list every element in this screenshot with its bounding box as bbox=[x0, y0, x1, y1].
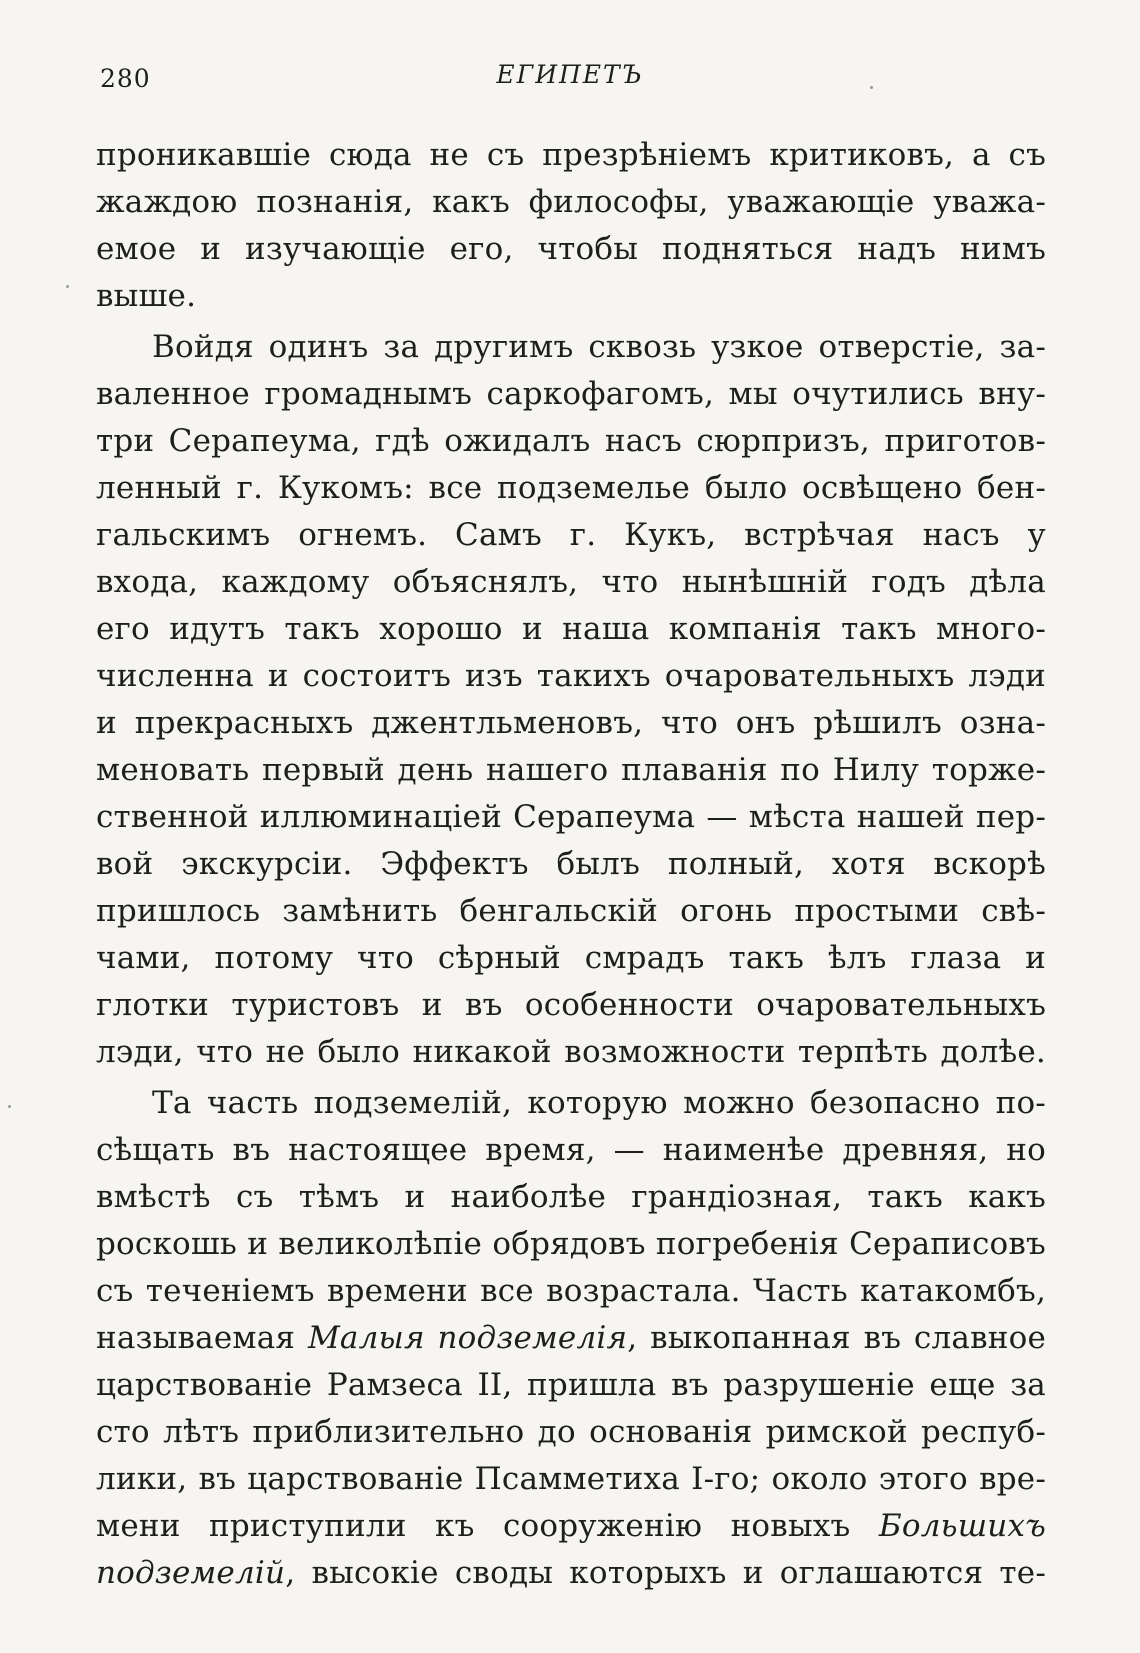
body-text bbox=[96, 132, 1046, 1597]
paragraph-3 bbox=[96, 1080, 1046, 1597]
text-line: царствованіе Рамзеса II, пришла въ разрушеніе еще за bbox=[96, 1367, 1046, 1403]
text-line: чами, потому что сѣрный смрадъ такъ ѣлъ глаза и bbox=[96, 940, 1046, 976]
text-line: гальскимъ огнемъ. Самъ г. Кукъ, встрѣчая насъ у bbox=[96, 517, 1046, 553]
text-line: ленный г. Кукомъ: все подземелье было освѣщено бен- bbox=[96, 470, 1046, 506]
text-line: лики, въ царствованіе Псамметиха I-го; около этого вре- bbox=[96, 1461, 1046, 1497]
text-line: проникавшіе сюда не съ презрѣніемъ критиковъ, а съ bbox=[96, 137, 1046, 173]
text-line: его идутъ такъ хорошо и наша компанія такъ много- bbox=[96, 611, 1046, 647]
text-line: Войдя одинъ за другимъ сквозь узкое отверстіе, за- bbox=[152, 329, 1046, 365]
text-line bbox=[96, 1315, 1046, 1362]
paragraph-2 bbox=[96, 324, 1046, 1076]
scan-speck bbox=[8, 1105, 11, 1108]
italic-term: Большихъ bbox=[878, 1508, 1046, 1544]
text-line: жаждою познанія, какъ философы, уважающіе уважа- bbox=[96, 184, 1046, 220]
text-run: , высокіе своды которыхъ и оглашаются те- bbox=[285, 1555, 1046, 1591]
text-line: лэди, что не было никакой возможности терпѣть долѣе. bbox=[96, 1034, 1046, 1070]
text-line: роскошь и великолѣпіе обрядовъ погребенія Сераписовъ bbox=[96, 1226, 1046, 1262]
text-line: съ теченіемъ времени все возрастала. Часть катакомбъ, bbox=[96, 1273, 1046, 1309]
italic-term: подземелій bbox=[96, 1555, 286, 1591]
scan-speck bbox=[66, 285, 69, 288]
text-line: и прекрасныхъ джентльменовъ, что онъ рѣшилъ озна- bbox=[96, 705, 1046, 741]
text-line: входа, каждому объяснялъ, что нынѣшній годъ дѣла bbox=[96, 564, 1046, 600]
page-number: 280 bbox=[100, 64, 151, 93]
text-line: Та часть подземелій, которую можно безопасно по- bbox=[152, 1085, 1046, 1121]
text-line: валенное громаднымъ саркофагомъ, мы очутились вну- bbox=[96, 376, 1046, 412]
page-header bbox=[96, 60, 1044, 100]
scan-speck bbox=[870, 86, 873, 89]
text-line: три Серапеума, гдѣ ожидалъ насъ сюрпризъ, приготов- bbox=[96, 423, 1046, 459]
text-line: вой экскурсіи. Эффектъ былъ полный, хотя вскорѣ bbox=[96, 846, 1046, 882]
paragraph-1 bbox=[96, 132, 1046, 320]
text-line: пришлось замѣнить бенгальскій огонь простыми свѣ- bbox=[96, 893, 1046, 929]
text-run: , выкопанная въ славное bbox=[627, 1320, 1046, 1356]
text-run: называемая bbox=[96, 1320, 308, 1356]
text-line: выше. bbox=[96, 278, 197, 314]
text-line: численна и состоитъ изъ такихъ очаровательныхъ лэди bbox=[96, 658, 1046, 694]
text-line bbox=[96, 1503, 1046, 1550]
italic-term: Малыя подземелія bbox=[307, 1320, 628, 1356]
text-line: сѣщать въ настоящее время, — наименѣе древняя, но bbox=[96, 1132, 1046, 1168]
text-line: ственной иллюминаціей Серапеума — мѣста нашей пер- bbox=[96, 799, 1046, 835]
text-line: емое и изучающіе его, чтобы подняться надъ нимъ bbox=[96, 231, 1046, 267]
text-line: вмѣстѣ съ тѣмъ и наиболѣе грандіозная, такъ какъ bbox=[96, 1179, 1046, 1215]
text-line: меновать первый день нашего плаванія по Нилу торже- bbox=[96, 752, 1046, 788]
text-line: глотки туристовъ и въ особенности очаровательныхъ bbox=[96, 987, 1046, 1023]
text-line bbox=[96, 1550, 1046, 1597]
running-title: ЕГИПЕТЪ bbox=[496, 60, 644, 89]
text-line: сто лѣтъ приблизительно до основанія римской респуб- bbox=[96, 1414, 1046, 1450]
text-run: мени приступили къ сооруженію новыхъ bbox=[96, 1508, 879, 1544]
